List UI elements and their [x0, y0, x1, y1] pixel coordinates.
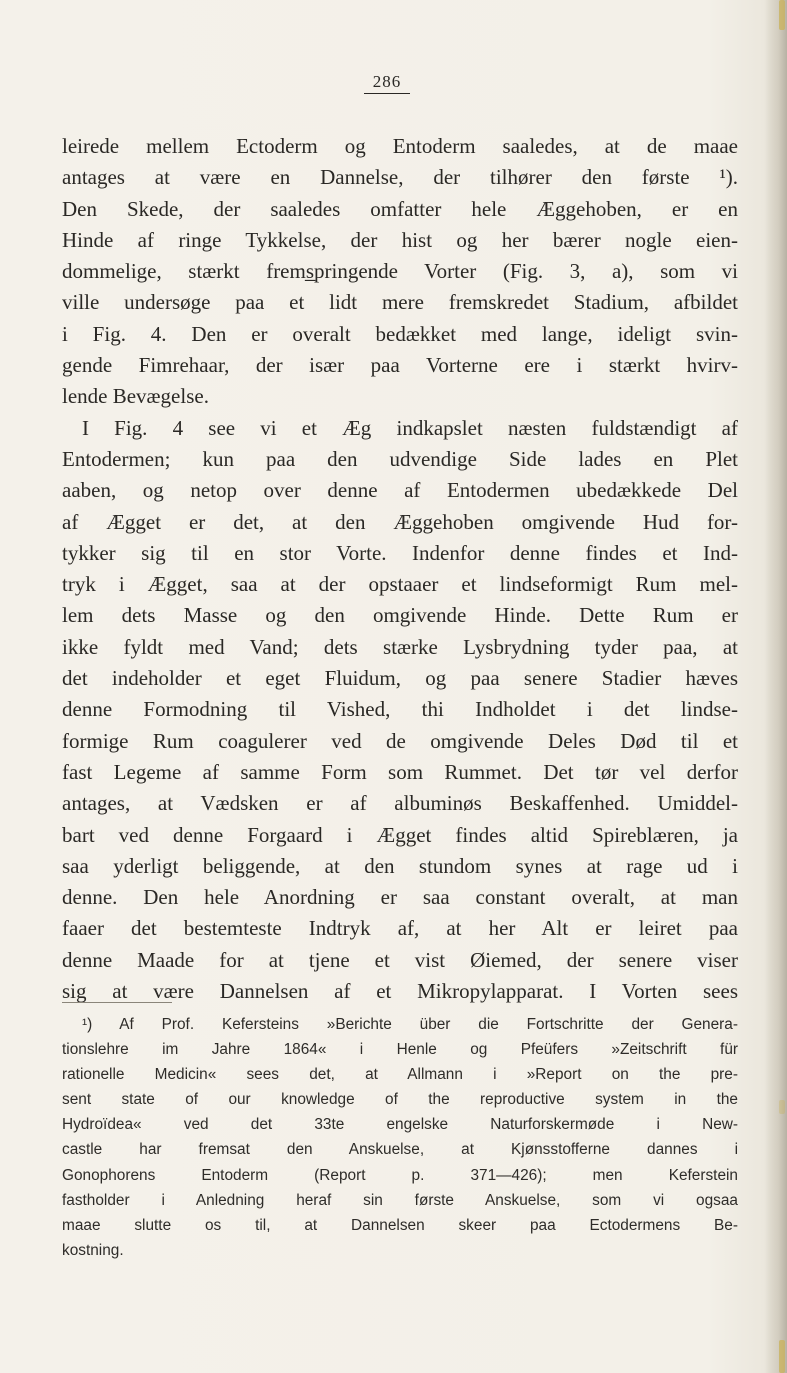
text-line: saa yderligt beliggende, at den stundom synes at rage ud i	[62, 853, 738, 878]
text-line: Entodermen; kun paa den udvendige Side lades en Plet	[62, 446, 738, 471]
footnote-line: maae slutte os til, at Dannelsen skeer paa Ectodermens Be-	[62, 1216, 738, 1234]
footnote-line: rationelle Medicin« sees det, at Allmann i »Report on the pre-	[62, 1066, 738, 1084]
text-line: antages at være en Dannelse, der tilhører den første ¹).	[62, 165, 738, 190]
footnote-line: tionslehre im Jahre 1864« i Henle og Pfeüfers »Zeitschrift für	[62, 1041, 738, 1059]
text-line: tryk i Ægget, saa at der opstaaer et lindseformigt Rum mel-	[62, 572, 738, 597]
footnote-line: sent state of our knowledge of the reproductive system in the	[62, 1091, 738, 1109]
main-text	[62, 131, 738, 1007]
text-line: antages, at Vædsken er af albuminøs Beskaffenhed. Umiddel-	[62, 791, 738, 816]
text-line: tykker sig til en stor Vorte. Indenfor denne findes et Ind-	[62, 540, 738, 565]
text-line: denne. Den hele Anordning er saa constant overalt, at man	[62, 885, 738, 910]
edge-stain	[779, 1340, 785, 1373]
text-line: lende Bevægelse.	[62, 384, 209, 409]
footnote-line: Gonophorens Entoderm (Report p. 371—426); men Keferstein	[62, 1166, 738, 1184]
text-line: gende Fimrehaar, der især paa Vorterne ere i stærkt hvirv-	[62, 353, 738, 378]
text-line: Den Skede, der saaledes omfatter hele Æggehoben, er en	[62, 196, 738, 221]
page-number: 286	[364, 72, 410, 94]
footnote-line: fastholder i Anledning heraf sin første Anskuelse, som vi ogsaa	[62, 1191, 738, 1209]
text-line: fast Legeme af samme Form som Rummet. Det tør vel derfor	[62, 759, 738, 784]
text-line: faaer det bestemteste Indtryk af, at her Alt er leiret paa	[62, 916, 738, 941]
text-line: denne Maade for at tjene et vist Øiemed, der senere viser	[62, 947, 738, 972]
text-line: leirede mellem Ectoderm og Entoderm saaledes, at de maae	[62, 134, 738, 158]
footnote-line: castle har fremsat den Anskuelse, at Kjønsstofferne dannes i	[62, 1141, 738, 1159]
footnote	[62, 1012, 738, 1263]
text-line: formige Rum coagulerer ved de omgivende Deles Død til et	[62, 728, 738, 753]
text-line: i Fig. 4. Den er overalt bedækket med lange, ideligt svin-	[62, 321, 738, 346]
text-line: denne Formodning til Vished, thi Indholdet i det lindse-	[62, 697, 738, 722]
text-line: dommelige, stærkt frems̲pringende Vorter (Fig. 3, a), som vi	[62, 259, 738, 284]
footnote-line: ¹) Af Prof. Kefersteins »Berichte über die Fortschritte der Genera-	[82, 1016, 738, 1033]
footnote-line: kostning.	[62, 1241, 124, 1259]
text-line: lem dets Masse og den omgivende Hinde. Dette Rum er	[62, 603, 738, 628]
text-line: ville undersøge paa et lidt mere fremskredet Stadium, afbildet	[62, 290, 738, 315]
text-line: aaben, og netop over denne af Entodermen ubedækkede Del	[62, 478, 738, 503]
footnote-line: Hydroïdea« ved det 33te engelske Naturforskermøde i New-	[62, 1116, 738, 1134]
edge-stain	[779, 0, 785, 30]
text-line: sig at være Dannelsen af et Mikropylapparat. I Vorten sees	[62, 979, 738, 1004]
text-line: Hinde af ringe Tykkelse, der hist og her bærer nogle eien-	[62, 227, 738, 252]
text-line: I Fig. 4 see vi et Æg indkapslet næsten fuldstændigt af	[82, 415, 738, 440]
text-line: af Ægget er det, at den Æggehoben omgivende Hud for-	[62, 509, 738, 534]
text-line: det indeholder et eget Fluidum, og paa senere Stadier hæves	[62, 666, 738, 691]
text-line: ikke fyldt med Vand; dets stærke Lysbrydning tyder paa, at	[62, 634, 738, 659]
text-line: bart ved denne Forgaard i Ægget findes altid Spireblæren, ja	[62, 822, 738, 847]
footnote-separator	[62, 1002, 172, 1003]
page-edge-shadow	[765, 0, 787, 1373]
edge-stain	[779, 1100, 785, 1114]
